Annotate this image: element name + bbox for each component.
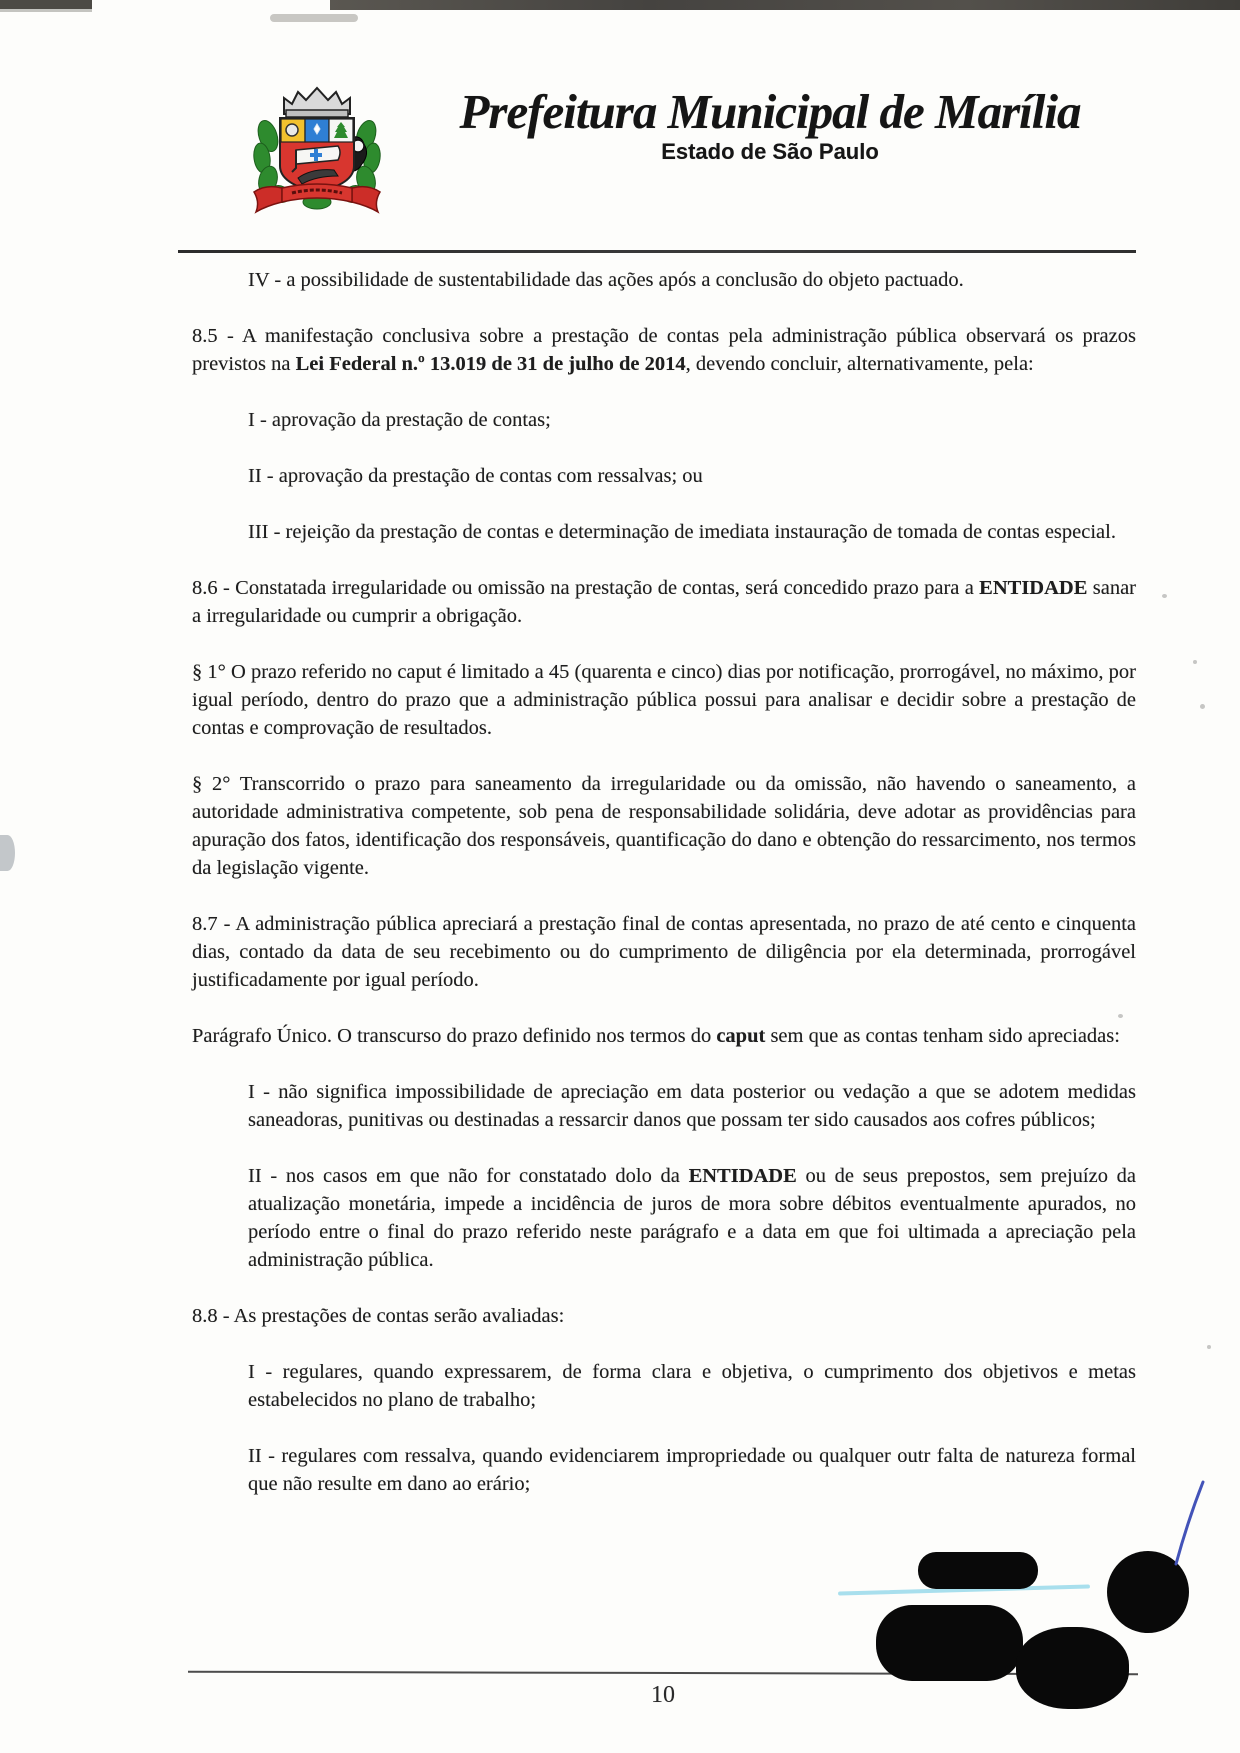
text-run: sem que as contas tenham sido apreciadas:	[765, 1025, 1120, 1047]
text-run: , devendo concluir, alternativamente, pela:	[685, 353, 1034, 375]
pen-stroke-mark	[1170, 1480, 1208, 1566]
marilia-coat-of-arms	[246, 84, 388, 218]
text-run: § 2° Transcorrido o prazo para saneamento da irregularidade ou da omissão, não havendo o saneamento, a autoridade administrativa competente, sob pena de responsabilidade solidária, deve adotar as providências para apuração dos fatos, identificação dos responsáveis, quantificação do dano e obtenção do ressarcimento, nos termos da legislação vigente.	[192, 773, 1136, 879]
redaction-oval-bottom	[1016, 1627, 1129, 1709]
paragraph	[192, 770, 1136, 882]
paragraph	[192, 1302, 1136, 1330]
paragraph	[192, 910, 1136, 994]
page-number: 10	[651, 1682, 675, 1708]
text-run: I - regulares, quando expressarem, de forma clara e objetiva, o cumprimento dos objetivos e metas estabelecidos no plano de trabalho;	[248, 1361, 1136, 1411]
text-run: I - aprovação da prestação de contas;	[248, 409, 551, 431]
bold-text-run: caput	[716, 1025, 766, 1047]
paragraph	[192, 518, 1136, 546]
paragraph	[192, 406, 1136, 434]
text-run: 8.6 - Constatada irregularidade ou omissão na prestação de contas, será concedido prazo para a	[192, 577, 980, 599]
text-run: sanar a irregularidade ou cumprir a obrigação.	[192, 577, 1136, 627]
paragraph	[192, 1358, 1136, 1414]
paragraph	[192, 462, 1136, 490]
text-run: IV - a possibilidade de sustentabilidade das ações após a conclusão do objeto pactuado.	[248, 269, 964, 291]
paragraph	[192, 322, 1136, 378]
text-run: II - aprovação da prestação de contas com ressalvas; ou	[248, 465, 703, 487]
text-run: III - rejeição da prestação de contas e determinação de imediata instauração de tomada de contas especial.	[248, 521, 1116, 543]
bold-text-run: ENTIDADE	[979, 577, 1088, 599]
document-body	[192, 266, 1136, 1526]
paragraph	[192, 1078, 1136, 1134]
paragraph	[192, 1442, 1136, 1498]
text-run: 8.8 - As prestações de contas serão avaliadas:	[192, 1305, 565, 1327]
document-header	[0, 0, 1240, 252]
scan-speck	[1200, 704, 1205, 709]
text-run: II - nos casos em que não for constatado dolo da	[248, 1165, 689, 1187]
paragraph	[192, 1022, 1136, 1050]
header-rule	[178, 250, 1136, 253]
scan-speck	[1162, 594, 1167, 598]
page-title: Prefeitura Municipal de Marília	[459, 84, 1081, 139]
text-run: falta de natureza formal que não resulte em dano ao erário;	[248, 1445, 1136, 1495]
scan-artifact	[0, 835, 15, 871]
text-run: § 1° O prazo referido no caput é limitado a 45 (quarenta e cinco) dias por notificação, prorrogável, no máximo, por igual período, dentro do prazo que a administração pública possui para analisar e decidir sobre a prestação de contas e comprovação de resultados.	[192, 661, 1136, 739]
scan-speck	[1193, 660, 1197, 664]
paragraph	[192, 574, 1136, 630]
text-run: 8.7 - A administração pública apreciará a prestação final de contas apresentada, no prazo de até cento e cinquenta dias, contado da data de seu recebimento ou do cumprimento de diligência por ela determinada, prorrogável justificadamente por igual período.	[192, 913, 1136, 991]
redaction-blob-large	[876, 1605, 1023, 1681]
text-run: 8.5 - A manifestação conclusiva sobre a prestação de contas pela administração pública observará os prazos previstos na	[192, 325, 1136, 375]
text-run: ou de seus prepostos, sem prejuízo da atualização monetária, impede a incidência de juros de mora sobre débitos eventualmente apurados, no período entre o final do prazo referido neste parágrafo e a data em que foi ultimada a apreciação pela administração pública.	[248, 1165, 1136, 1271]
text-run: II - regulares com ressalva, quando evidenciarem impropriedade ou qualquer outr	[248, 1445, 931, 1467]
text-run: I - não significa impossibilidade de apreciação em data posterior ou vedação a que se adotem medidas saneadoras, punitivas ou destinadas a ressarcir danos que possam ter sido causados aos cofres públicos;	[248, 1081, 1136, 1131]
paragraph	[192, 1162, 1136, 1274]
paragraph	[192, 658, 1136, 742]
text-run: Parágrafo Único. O transcurso do prazo definido nos termos do	[192, 1025, 717, 1047]
scan-speck	[1207, 1345, 1211, 1349]
redaction-pill	[918, 1552, 1038, 1589]
bold-text-run: ENTIDADE	[688, 1165, 797, 1187]
page-subtitle: Estado de São Paulo	[661, 139, 879, 164]
bold-text-run: Lei Federal n.º 13.019 de 31 de julho de 2014	[295, 353, 686, 375]
paragraph	[192, 266, 1136, 294]
